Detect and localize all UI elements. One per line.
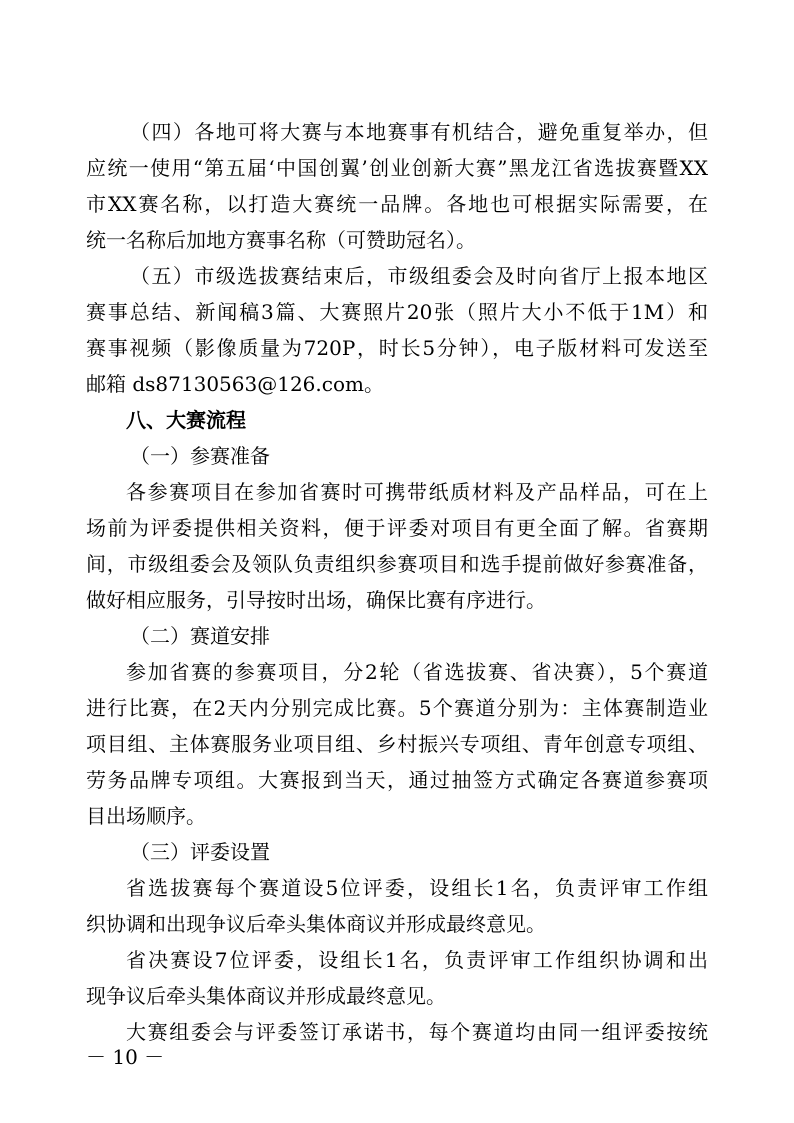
paragraph-line: 织协调和出现争议后牵头集体商议并形成最终意见。	[86, 912, 546, 936]
paragraph-line: 省选拔赛每个赛道设5位评委，设组长1名，负责评审工作组	[126, 876, 708, 900]
paragraph-line: 间，市级组委会及领队负责组织参赛项目和选手提前做好参赛准备，	[86, 552, 708, 576]
paragraph-line: 目出场顺序。	[86, 804, 206, 828]
paragraph-line: 赛事视频（影像质量为720P，时长5分钟），电子版材料可发送至	[86, 336, 708, 360]
subsection-heading: （三）评委设置	[130, 840, 270, 864]
paragraph-line: 市XX赛名称，以打造大赛统一品牌。各地也可根据实际需要，在	[86, 192, 708, 216]
paragraph-line: 进行比赛，在2天内分别完成比赛。5个赛道分别为：主体赛制造业	[86, 696, 708, 720]
paragraph-line: 省决赛设7位评委，设组长1名，负责评审工作组织协调和出	[126, 948, 708, 972]
paragraph-line: 统一名称后加地方赛事名称（可赞助冠名）。	[86, 228, 476, 252]
paragraph-line: 做好相应服务，引导按时出场，确保比赛有序进行。	[86, 588, 546, 612]
paragraph-line: 邮箱 ds87130563@126.com。	[86, 372, 384, 396]
paragraph-line: （四）各地可将大赛与本地赛事有机结合，避免重复举办，但	[130, 120, 708, 144]
paragraph-line: 应统一使用“第五届‘中国创翼’创业创新大赛”黑龙江省选拔赛暨XX	[86, 156, 708, 180]
subsection-heading: （二）赛道安排	[130, 624, 270, 648]
subsection-heading: （一）参赛准备	[130, 444, 270, 468]
paragraph-line: 项目组、主体赛服务业项目组、乡村振兴专项组、青年创意专项组、	[86, 732, 708, 756]
page-number: － 10 －	[86, 1045, 165, 1069]
paragraph-line: 劳务品牌专项组。大赛报到当天，通过抽签方式确定各赛道参赛项	[86, 768, 708, 792]
paragraph-line: 现争议后牵头集体商议并形成最终意见。	[86, 984, 446, 1008]
paragraph-line: 各参赛项目在参加省赛时可携带纸质材料及产品样品，可在上	[126, 480, 708, 504]
paragraph-line: 场前为评委提供相关资料，便于评委对项目有更全面了解。省赛期	[86, 516, 708, 540]
section-heading: 八、大赛流程	[126, 408, 246, 432]
paragraph-line: 参加省赛的参赛项目，分2轮（省选拔赛、省决赛），5个赛道	[126, 660, 708, 684]
paragraph-line: 赛事总结、新闻稿3篇、大赛照片20张（照片大小不低于1M）和	[86, 300, 708, 324]
paragraph-line: （五）市级选拔赛结束后，市级组委会及时向省厅上报本地区	[130, 264, 708, 288]
paragraph-line: 大赛组委会与评委签订承诺书，每个赛道均由同一组评委按统	[126, 1020, 708, 1044]
